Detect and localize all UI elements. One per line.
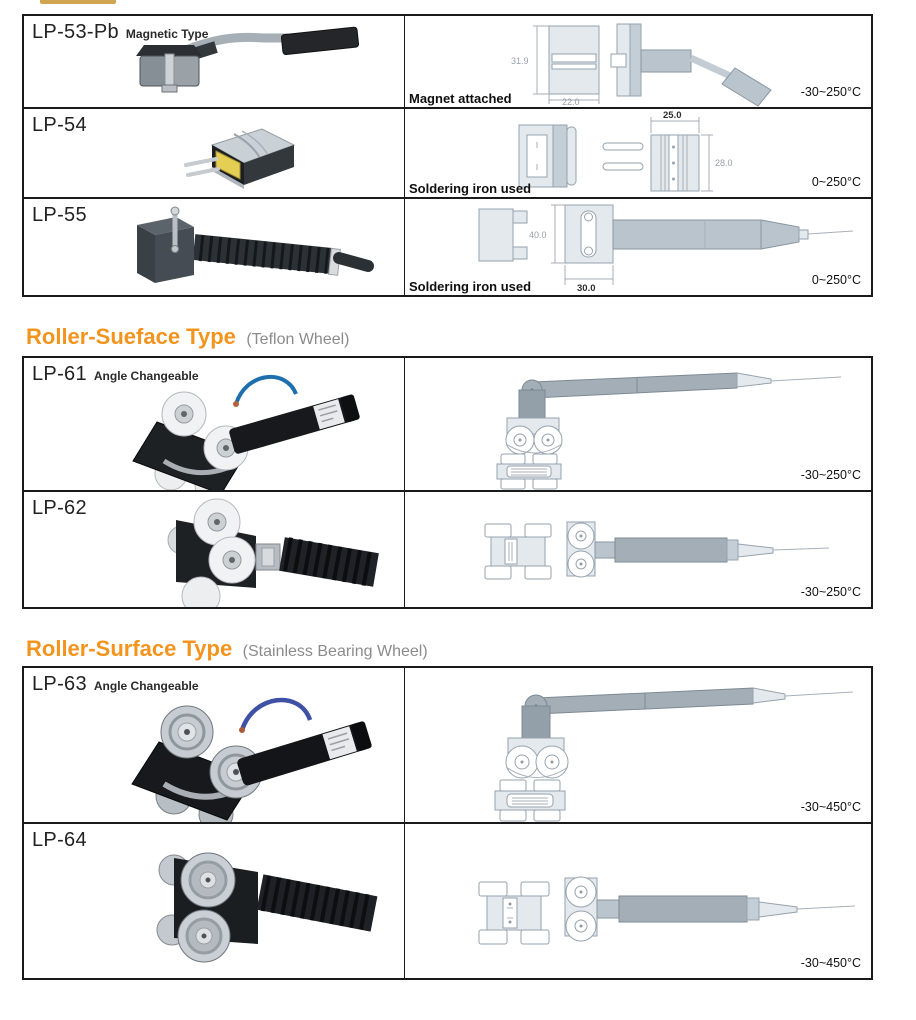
probe-table-roller-stainless bbox=[22, 666, 873, 980]
drawing-cell-lp61 bbox=[405, 358, 871, 490]
sensor-block bbox=[137, 207, 194, 283]
model-label: LP-63 bbox=[32, 673, 87, 695]
model-label: LP-64 bbox=[32, 829, 87, 851]
technical-drawing-lp64 bbox=[405, 824, 871, 978]
temperature-range: -30~250°C bbox=[800, 585, 861, 599]
table-row-lp63 bbox=[24, 668, 871, 824]
temperature-range: -30~250°C bbox=[800, 85, 861, 99]
temperature-range: 0~250°C bbox=[811, 175, 861, 189]
model-line bbox=[32, 673, 199, 696]
model-line bbox=[32, 829, 94, 852]
probe-handle bbox=[228, 394, 360, 455]
stainless-roller bbox=[161, 706, 213, 758]
section-title: Roller-Surface Type bbox=[26, 636, 233, 661]
product-cell-lp64 bbox=[24, 824, 405, 978]
table-row-lp55 bbox=[24, 199, 871, 295]
probe-table-roller-teflon bbox=[22, 356, 873, 609]
stainless-roller bbox=[178, 910, 230, 962]
drawing-cell-lp62 bbox=[405, 492, 871, 607]
note-label: Soldering iron used bbox=[409, 181, 532, 196]
drawing-cell-lp53 bbox=[405, 16, 871, 107]
note-label: Magnet attached bbox=[409, 91, 512, 106]
model-label: LP-54 bbox=[32, 114, 87, 136]
temperature-range: -30~250°C bbox=[800, 468, 861, 482]
table-row-lp54 bbox=[24, 109, 871, 199]
svg-text:25.0: 25.0 bbox=[663, 110, 682, 121]
svg-text:30.0: 30.0 bbox=[577, 283, 596, 294]
product-cell-lp62 bbox=[24, 492, 405, 607]
drawing-cell-lp55 bbox=[405, 199, 871, 295]
teflon-roller bbox=[162, 392, 206, 436]
product-cell-lp55 bbox=[24, 199, 405, 295]
svg-text:22.0: 22.0 bbox=[562, 97, 580, 107]
table-row-lp64 bbox=[24, 824, 871, 978]
model-line bbox=[32, 204, 94, 227]
magnet-head bbox=[136, 45, 202, 92]
section-subtitle: (Stainless Bearing Wheel) bbox=[242, 643, 428, 660]
product-cell-lp61 bbox=[24, 358, 405, 490]
table-row-lp53 bbox=[24, 16, 871, 109]
model-subtitle: Magnetic Type bbox=[125, 27, 209, 41]
drawing-cell-lp63 bbox=[405, 668, 871, 822]
section-heading-roller-teflon bbox=[26, 324, 350, 350]
probe-table-contact bbox=[22, 14, 873, 297]
note-label: Soldering iron used bbox=[409, 279, 532, 294]
model-subtitle: Angle Changeable bbox=[93, 679, 199, 693]
blue-wire bbox=[236, 377, 296, 404]
svg-text:31.9: 31.9 bbox=[511, 56, 529, 66]
temperature-range: -30~450°C bbox=[800, 800, 861, 814]
probe-handle bbox=[236, 721, 372, 787]
model-label: LP-53-Pb bbox=[32, 21, 119, 43]
temperature-range: -30~450°C bbox=[800, 956, 861, 970]
model-label: LP-61 bbox=[32, 363, 87, 385]
section-subtitle: (Teflon Wheel) bbox=[246, 331, 350, 348]
model-label: LP-62 bbox=[32, 497, 87, 519]
cropped-orange-tab bbox=[40, 0, 116, 4]
blue-wire bbox=[242, 700, 310, 730]
model-line bbox=[32, 363, 199, 386]
section-title: Roller-Sueface Type bbox=[26, 324, 236, 349]
solder-block-body bbox=[186, 129, 294, 189]
probe-grip bbox=[281, 27, 359, 55]
teflon-roller bbox=[209, 537, 255, 583]
technical-drawing-lp63 bbox=[405, 668, 871, 822]
product-cell-lp54 bbox=[24, 109, 405, 197]
drawing-cell-lp64 bbox=[405, 824, 871, 978]
svg-text:40.0: 40.0 bbox=[529, 230, 547, 240]
model-label: LP-55 bbox=[32, 204, 87, 226]
model-line bbox=[32, 21, 208, 44]
product-cell-lp63 bbox=[24, 668, 405, 822]
pin bbox=[186, 159, 216, 165]
model-line bbox=[32, 114, 94, 137]
model-line bbox=[32, 497, 94, 520]
temperature-range: 0~250°C bbox=[811, 273, 861, 287]
drawing-cell-lp54 bbox=[405, 109, 871, 197]
model-subtitle: Angle Changeable bbox=[93, 369, 199, 383]
pin bbox=[188, 169, 218, 175]
stainless-roller bbox=[181, 853, 235, 907]
product-cell-lp53 bbox=[24, 16, 405, 107]
section-heading-roller-stainless bbox=[26, 636, 428, 662]
probe-tip bbox=[339, 258, 368, 266]
table-row-lp62 bbox=[24, 492, 871, 607]
table-row-lp61 bbox=[24, 358, 871, 492]
svg-text:28.0: 28.0 bbox=[715, 158, 733, 168]
